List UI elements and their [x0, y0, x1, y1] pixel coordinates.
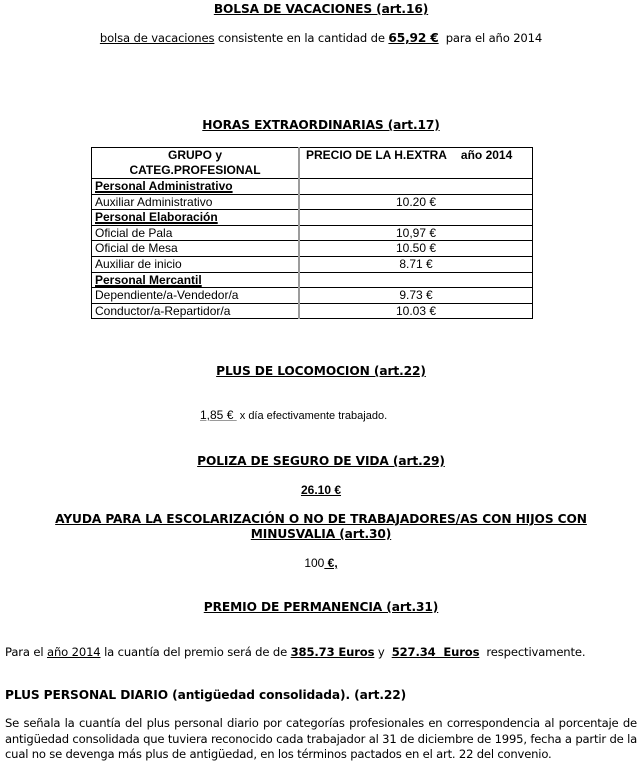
poliza-amount-line: [0, 483, 642, 497]
table-row: [92, 225, 533, 241]
horas-table-body: [92, 179, 533, 319]
premio-text-and: y: [374, 645, 392, 659]
premio-heading: [0, 600, 642, 614]
premio-year: año 2014: [46, 645, 101, 659]
table-row: [92, 288, 533, 304]
category-label: Oficial de Mesa: [95, 241, 178, 256]
category-label: Conductor/a-Repartidor/a: [95, 303, 231, 318]
price-cell: 8.71 €: [299, 256, 533, 272]
header-grupo-categoria: [92, 148, 300, 179]
locomocion-heading: [0, 364, 642, 378]
table-group-row: [92, 179, 533, 195]
group-label-cell: [92, 272, 300, 288]
plus-personal-title: PLUS PERSONAL DIARIO (antigüedad consolidada). (art.22): [5, 688, 407, 702]
group-label: Personal Mercantil: [95, 272, 202, 287]
category-label: Oficial de Pala: [95, 225, 173, 240]
price-cell: 10,97 €: [299, 225, 533, 241]
premio-text-mid: la cuantía del premio será de de: [100, 645, 291, 659]
price-cell: 9.73 €: [299, 288, 533, 304]
price-cell: 10.50 €: [299, 241, 533, 257]
category-label: Dependiente/a-Vendedor/a: [95, 288, 239, 303]
locomocion-text: x día efectivamente trabajado.: [236, 410, 388, 422]
category-cell: [92, 303, 300, 319]
ayuda-amount-line: [0, 556, 642, 570]
poliza-title: POLIZA DE SEGURO DE VIDA (art.29): [197, 454, 445, 468]
poliza-amount: 26.10 €: [300, 483, 342, 497]
ayuda-title-line1: AYUDA PARA LA ESCOLARIZACIÓN O NO DE TRABAJADORES/AS CON HIJOS CON: [55, 512, 587, 526]
category-label: Auxiliar Administrativo: [95, 194, 213, 209]
bolsa-text-mid: consistente en la cantidad de: [214, 31, 389, 45]
bolsa-vacaciones-line: [0, 31, 642, 45]
group-label-cell: [92, 179, 300, 195]
table-row: [92, 303, 533, 319]
header-categoria: CATEG.PROFESIONAL: [129, 163, 261, 177]
poliza-heading: [0, 454, 642, 468]
ayuda-title-line2: MINUSVALIA (art.30): [250, 527, 392, 541]
header-grupo: GRUPO y: [167, 148, 222, 162]
horas-extra-title: HORAS EXTRAORDINARIAS (art.17): [202, 118, 440, 132]
locomocion-title: PLUS DE LOCOMOCION (art.22): [216, 364, 426, 378]
group-label: Personal Elaboración: [95, 210, 218, 225]
category-label: Auxiliar de inicio: [95, 256, 182, 271]
premio-text-start: Para el: [5, 645, 47, 659]
table-row: [92, 241, 533, 257]
table-group-row: [92, 272, 533, 288]
header-year: año 2014: [460, 148, 513, 162]
category-cell: [92, 194, 300, 210]
ayuda-heading: [0, 512, 642, 542]
ayuda-amount-currency: €,: [324, 556, 338, 570]
header-precio-label: PRECIO DE LA H.EXTRA: [306, 148, 447, 162]
table-row: [92, 194, 533, 210]
group-label-cell: [92, 210, 300, 226]
bolsa-vacaciones-link-text: bolsa de vacaciones: [99, 31, 215, 45]
category-cell: [92, 256, 300, 272]
bolsa-text-end: para el año 2014: [438, 31, 543, 45]
price-cell: [299, 210, 533, 226]
bolsa-amount: 65,92 €: [388, 31, 439, 45]
horas-extra-heading: [0, 118, 642, 132]
plus-personal-heading: [5, 688, 406, 702]
price-cell: 10.03 €: [299, 303, 533, 319]
premio-text-end: respectivamente.: [479, 645, 586, 659]
ayuda-amount-number: 100: [304, 556, 325, 570]
bolsa-vacaciones-heading: [0, 2, 642, 16]
price-cell: [299, 272, 533, 288]
premio-amount-2: 527.34 Euros: [391, 645, 480, 659]
plus-personal-paragraph: Se señala la cuantía del plus personal diario por categorías profesionales en correspondencia al porcentaje de antigüedad consolidada que tuviera reconocido cada trabajador al 31 de diciembre de 1995, fecha a partir de la cual no se devenga más plus de antigüedad, en los términos pactados en el art. 22 del convenio.: [5, 716, 637, 761]
group-label: Personal Administrativo: [95, 179, 233, 193]
price-cell: 10.20 €: [299, 194, 533, 210]
category-cell: [92, 241, 300, 257]
premio-line: [5, 645, 585, 659]
horas-extra-table: [91, 147, 533, 319]
premio-title: PREMIO DE PERMANENCIA (art.31): [203, 600, 439, 614]
table-header-row: [92, 148, 533, 179]
premio-amount-1: 385.73 Euros: [290, 645, 375, 659]
category-cell: [92, 225, 300, 241]
table-group-row: [92, 210, 533, 226]
locomocion-line: [200, 408, 387, 422]
locomocion-amount: 1,85 €: [200, 408, 237, 422]
header-precio: [299, 148, 533, 179]
category-cell: [92, 288, 300, 304]
price-cell: [299, 179, 533, 195]
bolsa-vacaciones-title: BOLSA DE VACACIONES (art.16): [213, 2, 429, 16]
table-row: [92, 256, 533, 272]
